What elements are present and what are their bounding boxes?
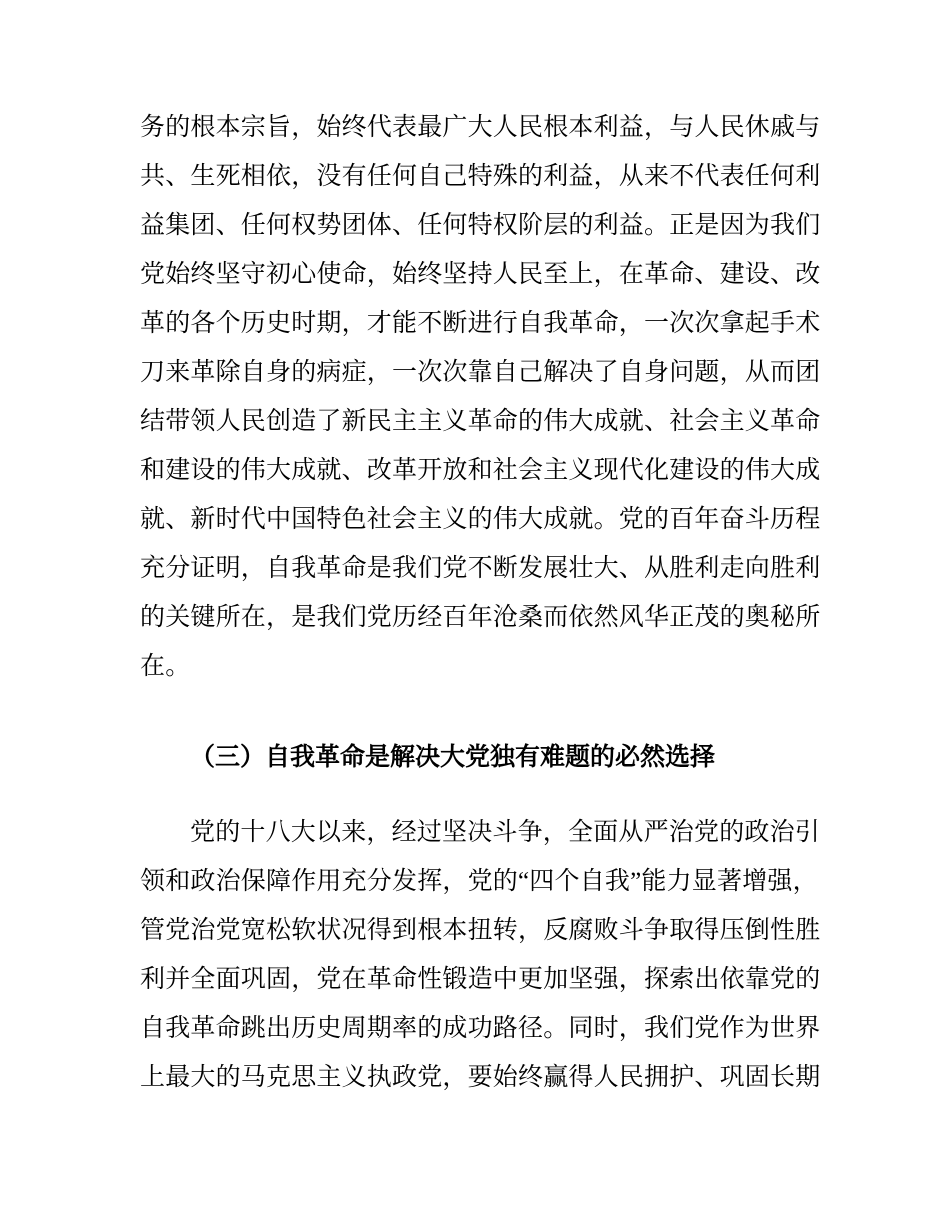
text-line: 充分证明，自我革命是我们党不断发展壮大、从胜利走向胜利 xyxy=(140,555,821,582)
paragraph xyxy=(140,808,821,1102)
text-line: 管党治党宽松软状况得到根本扭转，反腐败斗争取得压倒性胜 xyxy=(140,917,821,944)
text-line: 党始终坚守初心使命，始终坚持人民至上，在革命、建设、改 xyxy=(140,261,821,288)
text-line: 党的十八大以来，经过坚决斗争，全面从严治党的政治引 xyxy=(190,819,821,846)
text-line: 和建设的伟大成就、改革开放和社会主义现代化建设的伟大成 xyxy=(140,457,821,484)
text-line: 益集团、任何权势团体、任何特权阶层的利益。正是因为我们 xyxy=(140,212,821,239)
text-line: 在。 xyxy=(140,653,191,680)
section-heading: （三）自我革命是解决大党独有难题的必然选择 xyxy=(190,744,716,771)
text-line: 务的根本宗旨，始终代表最广大人民根本利益，与人民休戚与 xyxy=(140,114,821,141)
text-line: 自我革命跳出历史周期率的成功路径。同时，我们党作为世界 xyxy=(140,1015,821,1042)
text-line: 利并全面巩固，党在革命性锻造中更加坚强，探索出依靠党的 xyxy=(140,966,821,993)
text-line: 上最大的马克思主义执政党，要始终赢得人民拥护、巩固长期 xyxy=(140,1064,821,1091)
text-line: 革的各个历史时期，才能不断进行自我革命，一次次拿起手术 xyxy=(140,310,821,337)
text-line: 领和政治保障作用充分发挥，党的“四个自我”能力显著增强， xyxy=(140,868,818,895)
text-line: 共、生死相依，没有任何自己特殊的利益，从来不代表任何利 xyxy=(140,163,821,190)
text-line: 就、新时代中国特色社会主义的伟大成就。党的百年奋斗历程 xyxy=(140,506,821,533)
paragraph xyxy=(140,103,821,691)
text-line: 结带领人民创造了新民主主义革命的伟大成就、社会主义革命 xyxy=(140,408,821,435)
text-line: 刀来革除自身的病症，一次次靠自己解决了自身问题，从而团 xyxy=(140,359,821,386)
text-line: 的关键所在，是我们党历经百年沧桑而依然风华正茂的奥秘所 xyxy=(140,604,821,631)
